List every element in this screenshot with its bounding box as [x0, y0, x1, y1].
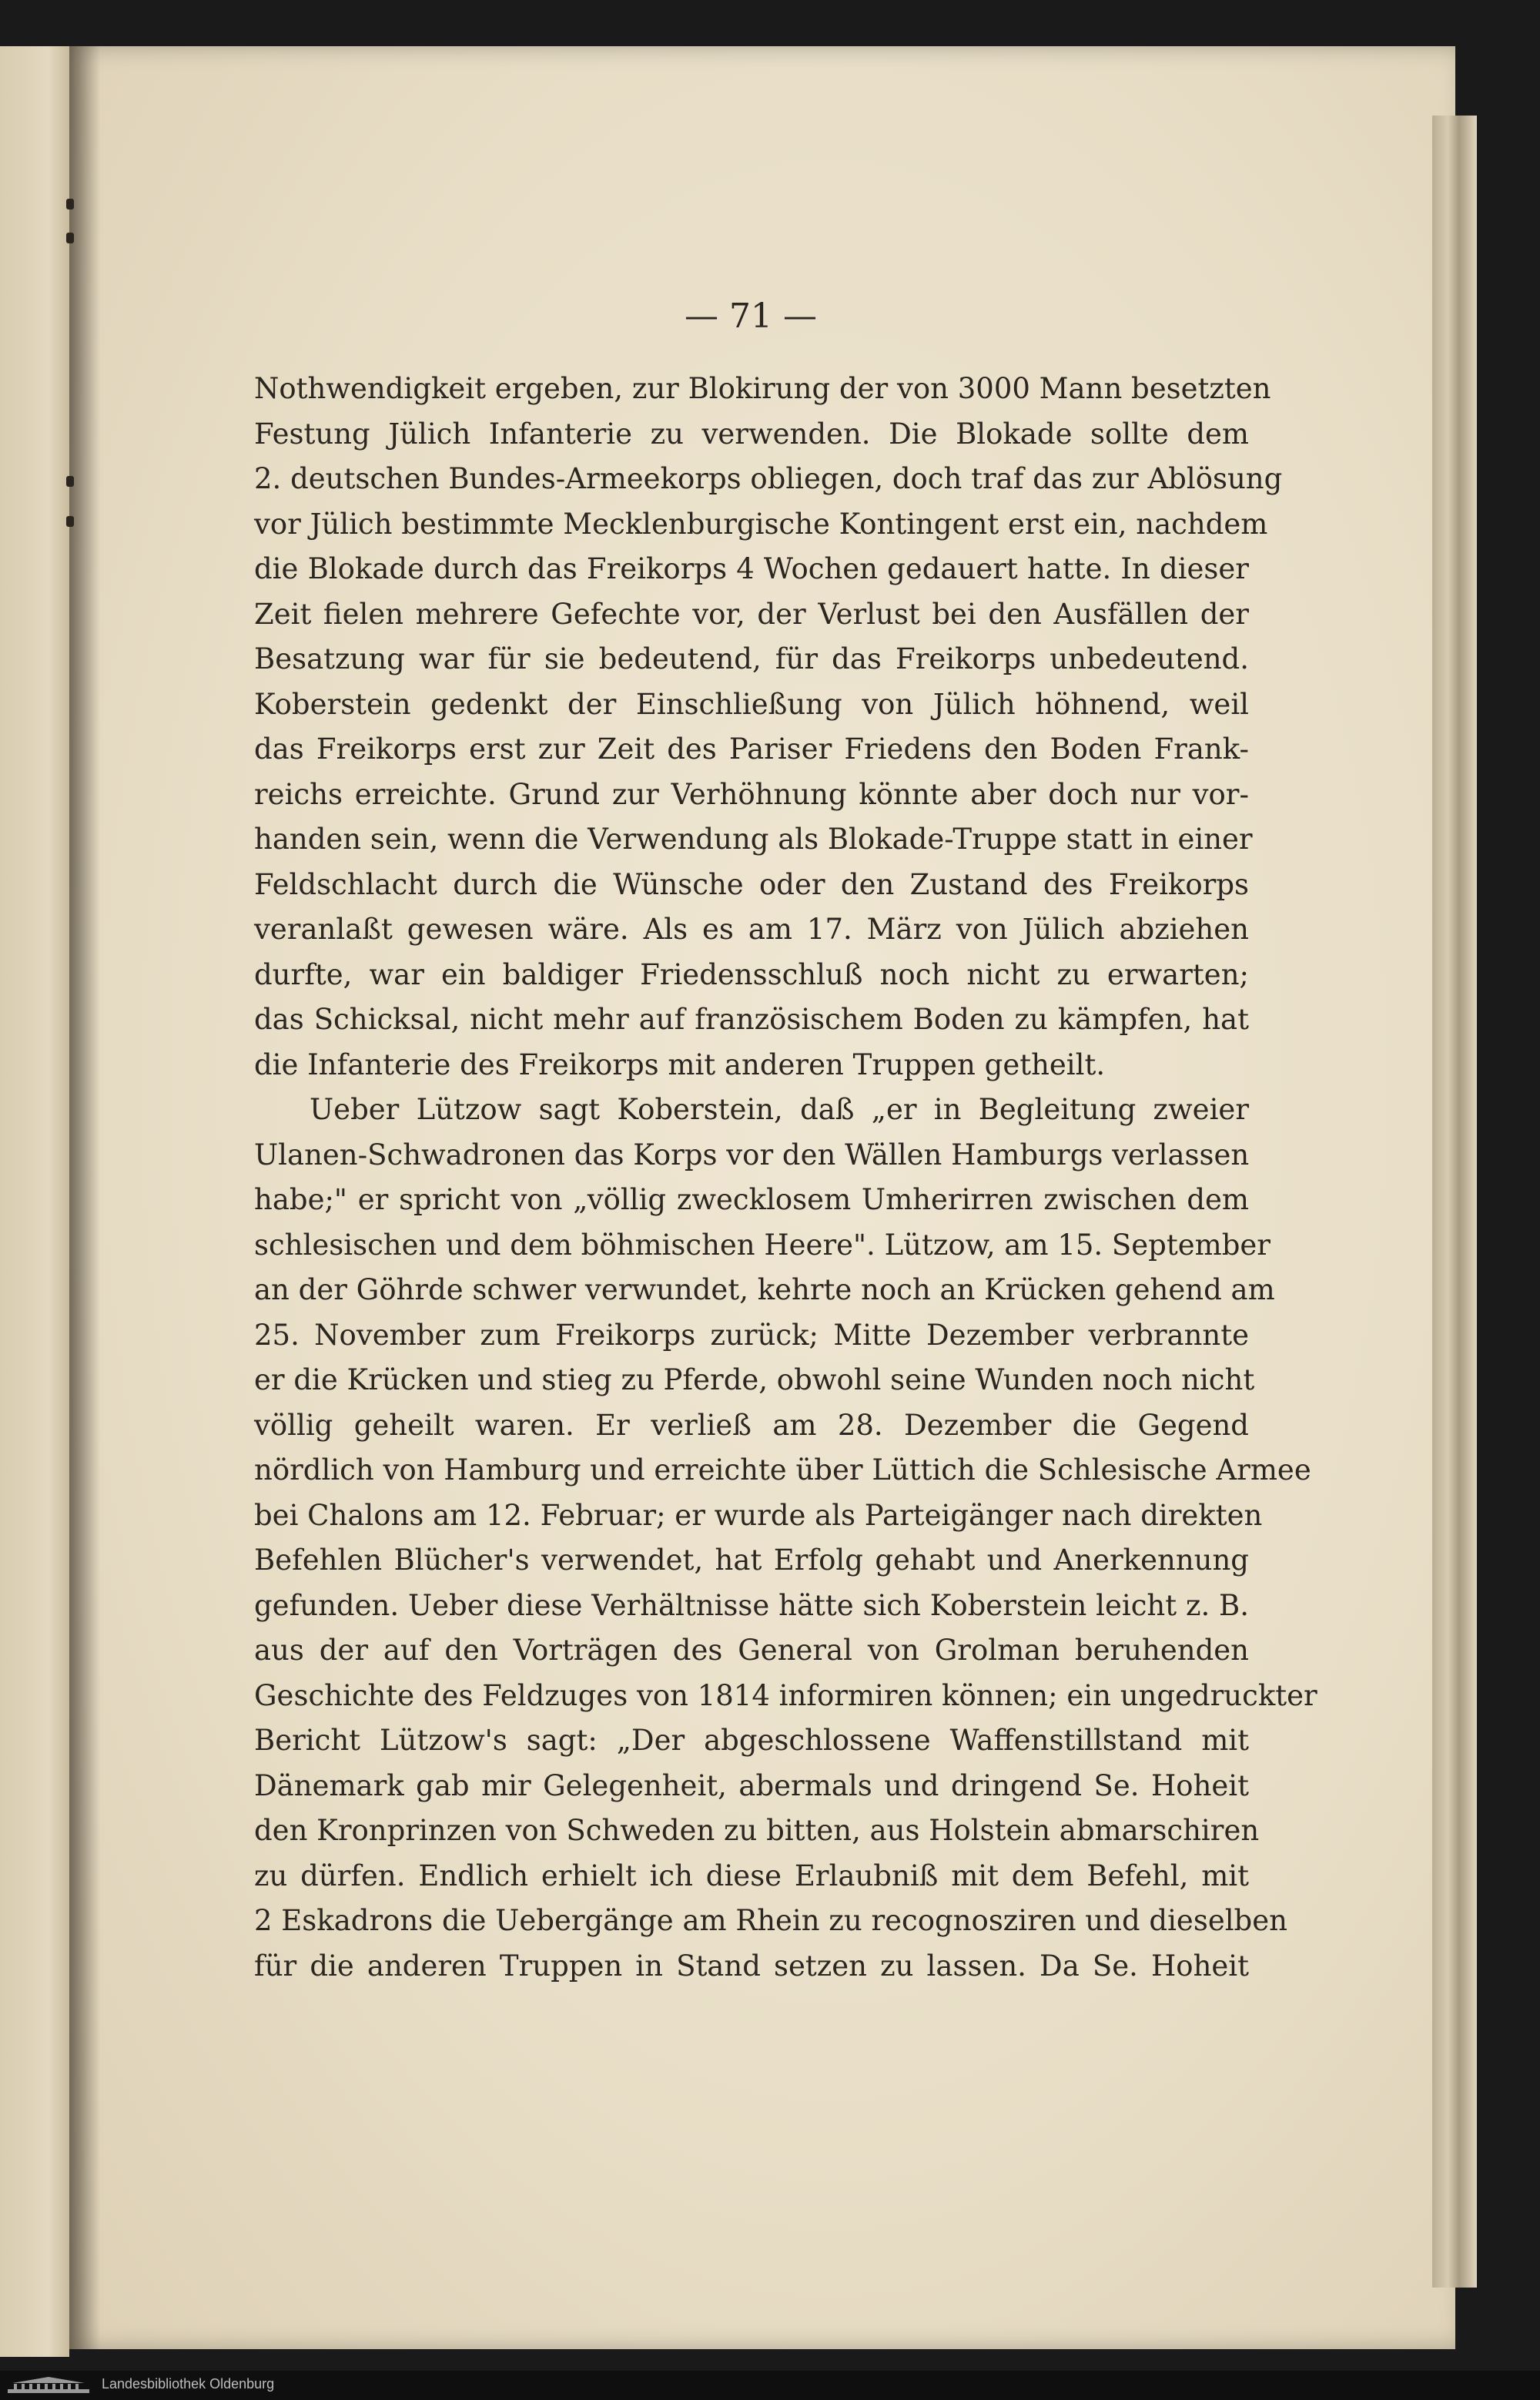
- binding-hole-mark: [66, 476, 74, 487]
- text-line: zu dürfen. Endlich erhielt ich diese Erlaubniß mit dem Befehl, mit: [254, 1859, 1249, 1892]
- text-line: bei Chalons am 12. Februar; er wurde als Parteigänger nach direkten: [254, 1498, 1263, 1532]
- text-line: gefunden. Ueber diese Verhältnisse hätte sich Koberstein leicht z. B.: [254, 1588, 1249, 1622]
- text-line: 2. deutschen Bundes-Armeekorps obliegen, doch traf das zur Ablösung: [254, 462, 1283, 495]
- text-line: Feldschlacht durch die Wünsche oder den Zustand des Freikorps: [254, 867, 1249, 901]
- text-line: aus der auf den Vorträgen des General von Grolman beruhenden: [254, 1634, 1249, 1667]
- page-number: — 71 —: [685, 297, 817, 336]
- text-line: Zeit fielen mehrere Gefechte vor, der Verlust bei den Ausfällen der: [254, 597, 1249, 631]
- text-line: Dänemark gab mir Gelegenheit, abermals und dringend Se. Hoheit: [254, 1768, 1249, 1802]
- page-stack-edge: [1432, 116, 1477, 2288]
- text-line: habe;" er spricht von „völlig zwecklosem Umherirren zwischen dem: [254, 1183, 1249, 1216]
- text-line: Ulanen-Schwadronen das Korps vor den Wällen Hamburgs verlassen: [254, 1138, 1250, 1172]
- text-line: Ueber Lützow sagt Koberstein, daß „er in Begleitung zweier: [310, 1093, 1249, 1126]
- library-footer-bar: [0, 2371, 1540, 2400]
- library-building-icon: [6, 2375, 91, 2395]
- text-line: Festung Jülich Infanterie zu verwenden. Die Blokade sollte dem: [254, 417, 1249, 451]
- binding-hole-mark: [66, 233, 74, 243]
- text-line: veranlaßt gewesen wäre. Als es am 17. März von Jülich abziehen: [254, 913, 1249, 946]
- body-text: [254, 367, 1317, 1989]
- text-line: 25. November zum Freikorps zurück; Mitte Dezember verbrannte: [254, 1318, 1249, 1352]
- text-line: Geschichte des Feldzuges von 1814 informiren können; ein ungedruckter: [254, 1678, 1317, 1712]
- text-line: den Kronprinzen von Schweden zu bitten, aus Holstein abmarschiren: [254, 1814, 1260, 1847]
- text-line: die Infanterie des Freikorps mit anderen Truppen getheilt.: [254, 1047, 1106, 1081]
- previous-page-edge: [0, 46, 69, 2357]
- text-line: 2 Eskadrons die Uebergänge am Rhein zu recognosziren und dieselben: [254, 1904, 1287, 1937]
- text-line: an der Göhrde schwer verwundet, kehrte noch an Krücken gehend am: [254, 1273, 1275, 1306]
- text-line: schlesischen und dem böhmischen Heere". Lützow, am 15. September: [254, 1228, 1270, 1262]
- text-line: völlig geheilt waren. Er verließ am 28. Dezember die Gegend: [254, 1408, 1249, 1442]
- page-gutter-shadow: [69, 46, 100, 2349]
- text-line: das Schicksal, nicht mehr auf französischem Boden zu kämpfen, hat: [254, 1003, 1249, 1036]
- text-line: Befehlen Blücher's verwendet, hat Erfolg gehabt und Anerkennung: [254, 1544, 1249, 1577]
- text-line: die Blokade durch das Freikorps 4 Wochen gedauert hatte. In dieser: [254, 552, 1249, 585]
- text-line: Nothwendigkeit ergeben, zur Blokirung der von 3000 Mann besetzten: [254, 372, 1271, 405]
- text-line: durfte, war ein baldiger Friedensschluß noch nicht zu erwarten;: [254, 957, 1249, 991]
- library-name: Landesbibliothek Oldenburg: [102, 2376, 275, 2392]
- binding-hole-mark: [66, 199, 74, 209]
- text-line: Besatzung war für sie bedeutend, für das Freikorps unbedeutend.: [254, 642, 1249, 675]
- text-line: für die anderen Truppen in Stand setzen zu lassen. Da Se. Hoheit: [254, 1949, 1249, 1983]
- text-line: er die Krücken und stieg zu Pferde, obwohl seine Wunden noch nicht: [254, 1363, 1255, 1396]
- binding-hole-mark: [66, 516, 74, 527]
- text-line: vor Jülich bestimmte Mecklenburgische Kontingent erst ein, nachdem: [254, 507, 1268, 541]
- text-line: das Freikorps erst zur Zeit des Pariser Friedens den Boden Frank-: [254, 732, 1249, 766]
- text-line: handen sein, wenn die Verwendung als Blokade-Truppe statt in einer: [254, 823, 1253, 856]
- text-line: Koberstein gedenkt der Einschließung von Jülich höhnend, weil: [254, 687, 1249, 721]
- text-line: reichs erreichte. Grund zur Verhöhnung könnte aber doch nur vor-: [254, 777, 1249, 811]
- text-line: Bericht Lützow's sagt: „Der abgeschlossene Waffenstillstand mit: [254, 1724, 1249, 1757]
- text-line: nördlich von Hamburg und erreichte über Lüttich die Schlesische Armee: [254, 1453, 1311, 1487]
